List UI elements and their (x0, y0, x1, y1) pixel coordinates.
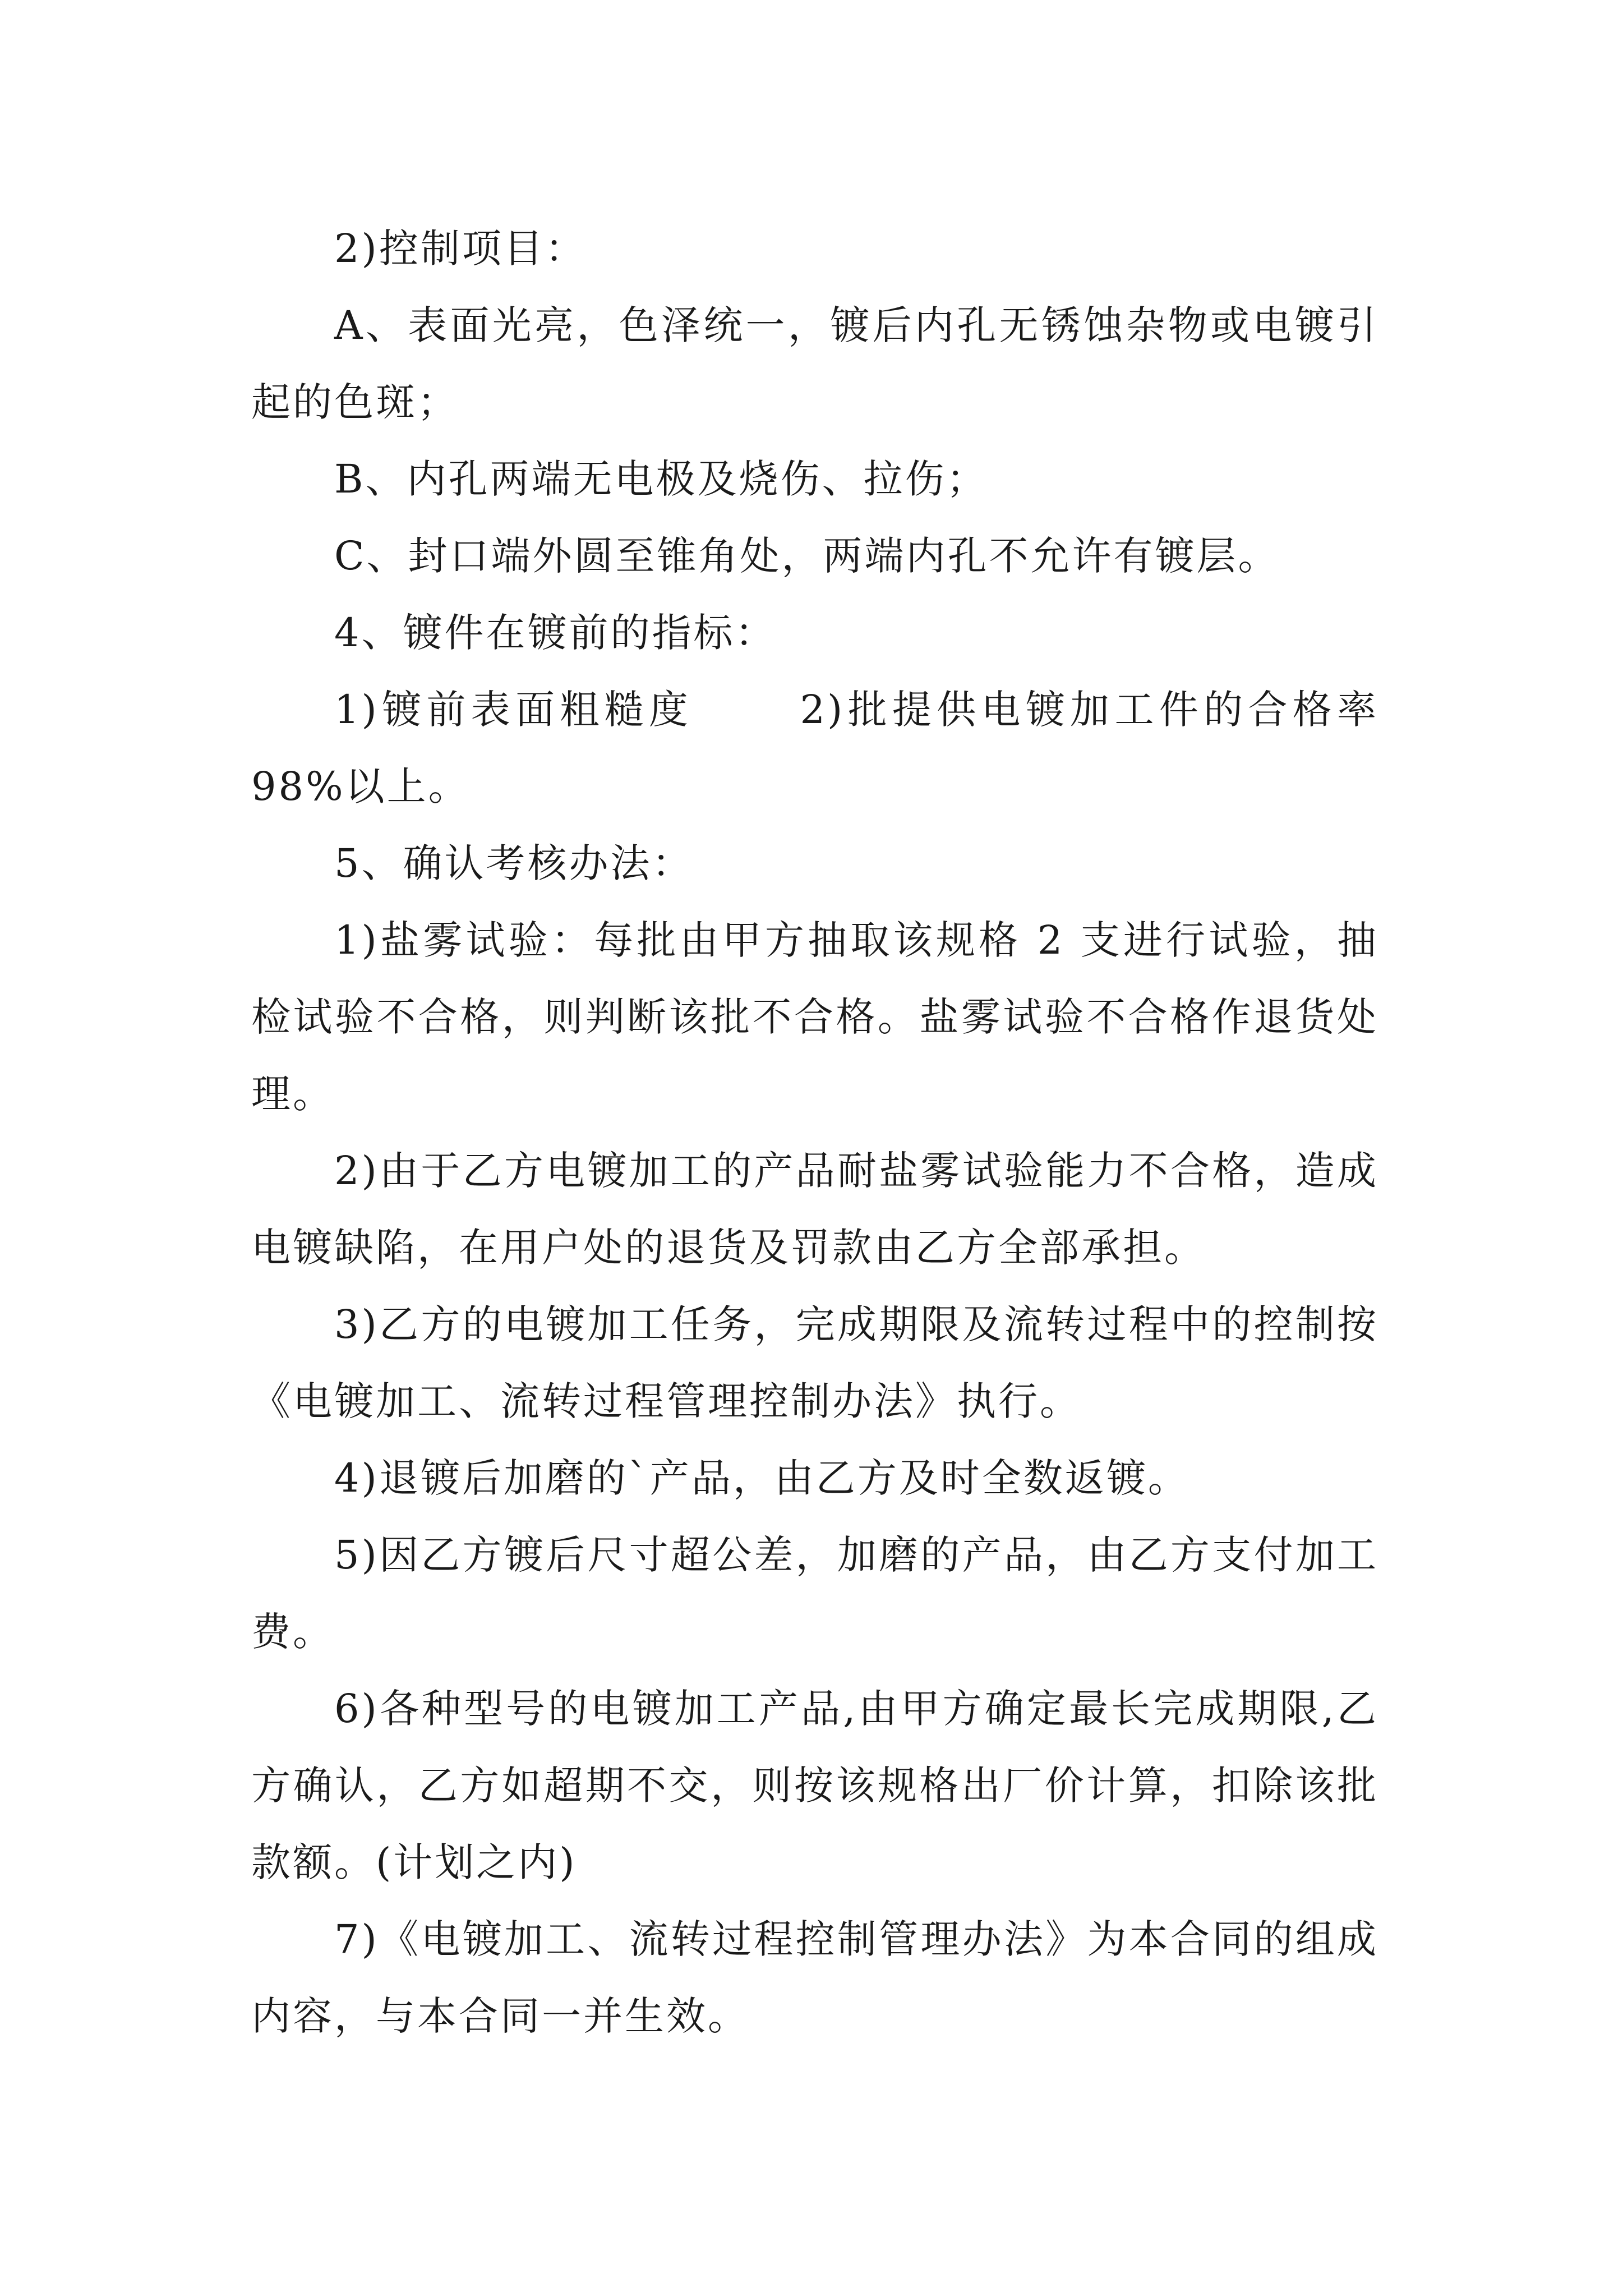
paragraph-item-b: B、内孔两端无电极及烧伤、拉伤； (334, 456, 988, 502)
document-body (251, 210, 1378, 2055)
paragraph-pre-plating-metrics: 1)镀前表面粗糙度 2)批提供电镀加工件的合格率98%以上。 (251, 687, 1378, 809)
paragraph-section-4: 4、镀件在镀前的指标： (334, 610, 777, 656)
paragraph-deadline-penalty: 6)各种型号的电镀加工产品,由甲方确定最长完成期限,乙方确认，乙方如超期不交，则按该规格出厂价计算，扣除该批款额。(计划之内) (251, 1686, 1378, 1885)
paragraph-item-c: C、封口端外圆至锥角处，两端内孔不允许有镀层。 (334, 533, 1280, 579)
paragraph-task-deadline: 3)乙方的电镀加工任务，完成期限及流转过程中的控制按《电镀加工、流转过程管理控制办法》执行。 (251, 1301, 1378, 1424)
paragraph-control-items: 2)控制项目： (334, 226, 587, 272)
paragraph-salt-spray-test: 1)盐雾试验：每批由甲方抽取该规格 2 支进行试验，抽检试验不合格，则判断该批不合格。盐雾试验不合格作退货处理。 (251, 917, 1378, 1117)
paragraph-liability: 2)由于乙方电镀加工的产品耐盐雾试验能力不合格，造成电镀缺陷，在用户处的退货及罚款由乙方全部承担。 (251, 1148, 1378, 1271)
paragraph-item-a: A、表面光亮，色泽统一，镀后内孔无锈蚀杂物或电镀引起的色斑； (251, 302, 1378, 425)
paragraph-contract-effect: 7)《电镀加工、流转过程控制管理办法》为本合同的组成内容，与本合同一并生效。 (251, 1916, 1378, 2039)
paragraph-replating: 4)退镀后加磨的`产品，由乙方及时全数返镀。 (334, 1455, 1189, 1501)
paragraph-section-5: 5、确认考核办法： (334, 840, 694, 886)
paragraph-tolerance: 5)因乙方镀后尺寸超公差，加磨的产品，由乙方支付加工费。 (251, 1532, 1378, 1655)
